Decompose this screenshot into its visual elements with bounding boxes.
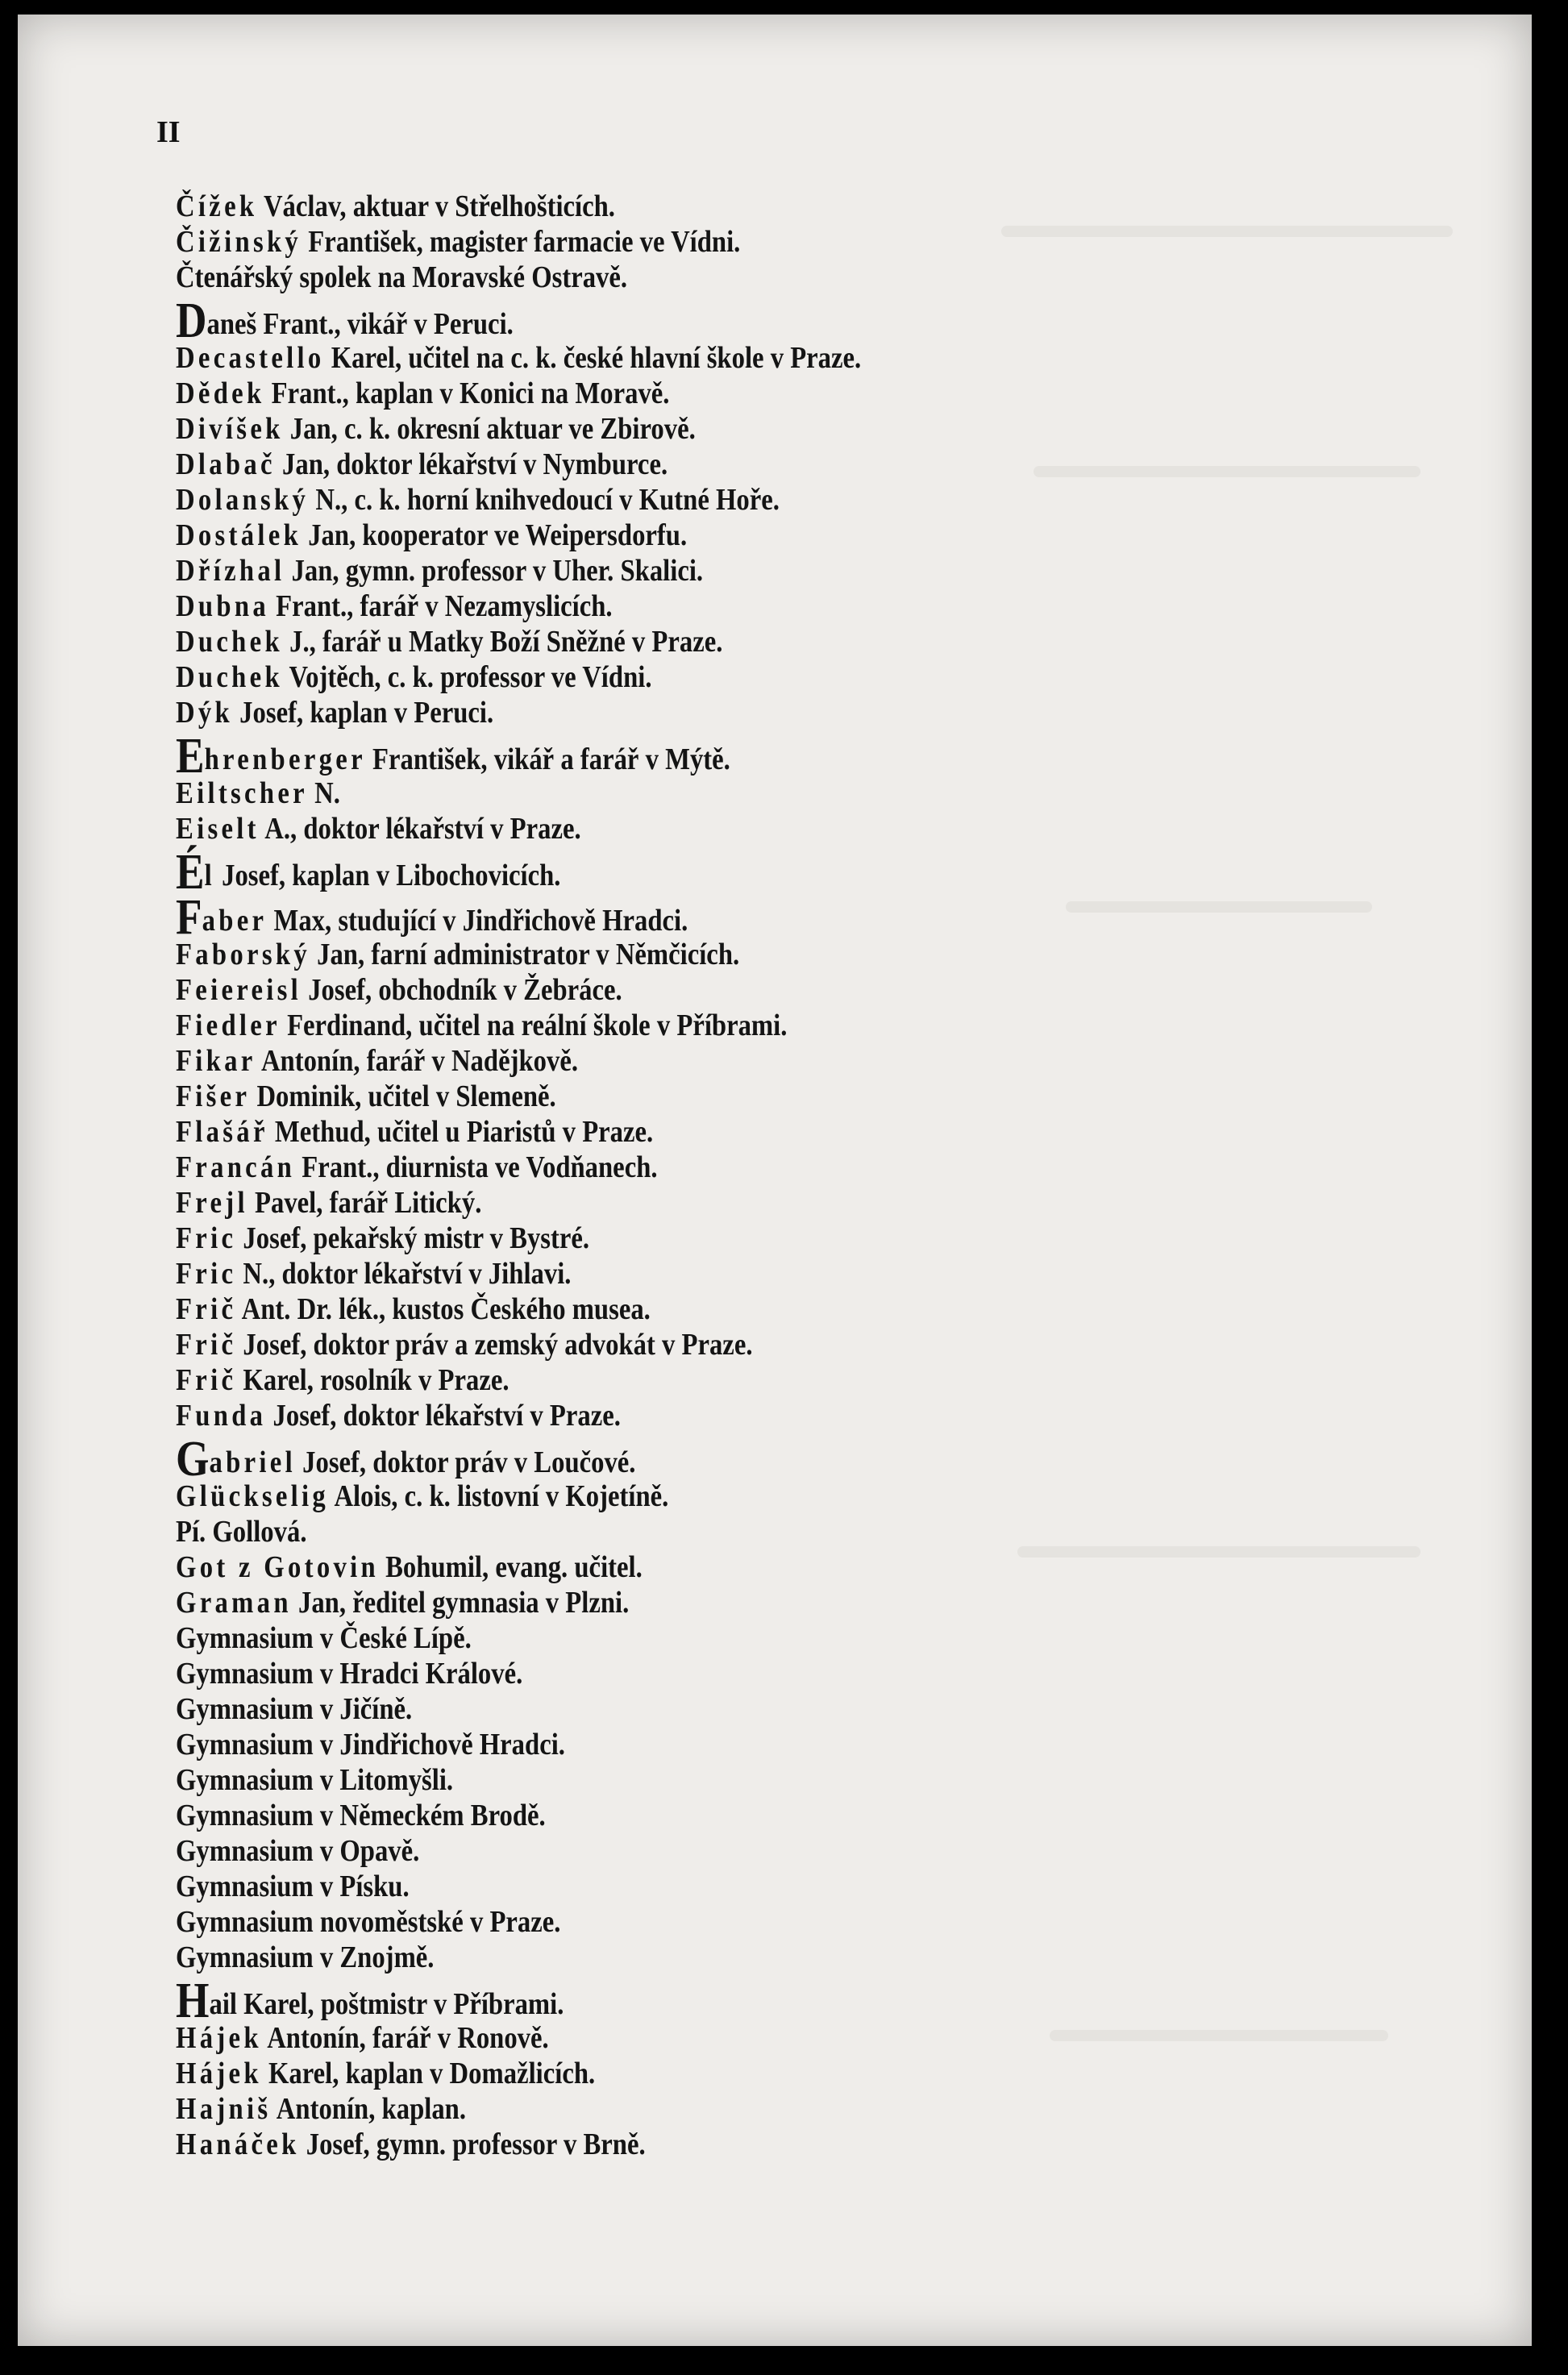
entry-surname: Hájek (176, 2057, 262, 2090)
list-entry (176, 1549, 1216, 1585)
entry-details: Josef, doktor práv a zemský advokát v Praze. (236, 1328, 753, 1362)
entry-surname: Eiltscher (176, 776, 308, 810)
entry-details: N., doktor lékařství v Jihlavi. (236, 1257, 572, 1291)
list-entry (176, 1691, 1216, 1727)
list-entry (176, 1291, 1216, 1327)
initial-letter: É (176, 845, 205, 900)
list-entry (176, 1479, 1216, 1514)
entry-details: Josef, kaplan v Peruci. (233, 696, 494, 730)
entry-details: Josef, kaplan v Libochovicích. (214, 859, 561, 892)
entry-details: Antonín, farář v Ronově. (261, 2021, 549, 2055)
list-entry (176, 1974, 1216, 2028)
entry-details: Gymnasium v Písku. (176, 1870, 410, 1903)
entry-details: Pí. Gollová. (176, 1515, 307, 1549)
entry-surname: Frič (176, 1292, 237, 1326)
entry-details: Gymnasium v Znojmě. (176, 1940, 435, 1974)
list-entry (176, 1150, 1216, 1185)
list-entry (176, 1043, 1216, 1079)
entry-surname: l (204, 859, 215, 892)
entry-details: ail Karel, poštmistr v Příbrami. (209, 1987, 564, 2021)
initial-letter: H (176, 1974, 210, 2028)
list-entry (176, 2020, 1216, 2056)
list-entry (176, 553, 1216, 589)
entry-details: Karel, rosolník v Praze. (236, 1363, 509, 1397)
entry-details: A., doktor lékařství v Praze. (259, 812, 581, 846)
entry-surname: Flašář (176, 1115, 268, 1149)
list-entry (176, 340, 1216, 376)
entry-surname: Fric (176, 1257, 237, 1291)
entry-details: Václav, aktuar v Střelhošticích. (257, 189, 615, 223)
list-entry (176, 2127, 1216, 2162)
list-entry (176, 482, 1216, 518)
entry-details: Alois, c. k. listovní v Kojetíně. (329, 1479, 669, 1513)
list-entry (176, 1727, 1216, 1762)
entry-surname: Decastello (176, 341, 325, 375)
entry-details: Jan, kooperator ve Weipersdorfu. (302, 518, 688, 552)
initial-letter: D (176, 293, 207, 348)
list-entry (176, 1514, 1216, 1549)
entry-details: Jan, ředitel gymnasia v Plzni. (291, 1586, 630, 1620)
entry-details: Pavel, farář Litický. (247, 1186, 482, 1220)
entry-details: N., c. k. horní knihvedoucí v Kutné Hoře. (309, 483, 780, 517)
list-entry (176, 1798, 1216, 1833)
entry-surname: Divíšek (176, 412, 284, 446)
list-entry (176, 624, 1216, 659)
entry-details: Jan, farní administrator v Němčicích. (310, 938, 740, 971)
list-entry (176, 1362, 1216, 1398)
entry-details: Gymnasium v Opavě. (176, 1834, 420, 1868)
entry-surname: Dubna (176, 589, 269, 623)
list-entry (176, 890, 1216, 945)
entry-details: Bohumil, evang. učitel. (378, 1550, 643, 1584)
entry-details: Ant. Dr. lék., kustos Českého musea. (236, 1292, 651, 1326)
entry-surname: Čížek (176, 189, 258, 223)
entry-surname: hrenberger (204, 742, 366, 776)
list-entry (176, 1432, 1216, 1487)
initial-letter: G (176, 1432, 210, 1487)
entry-surname: Fiedler (176, 1009, 281, 1042)
entry-details: J., farář u Matky Boží Sněžné v Praze. (282, 625, 723, 659)
list-entry (176, 589, 1216, 624)
entry-details: Josef, doktor práv v Loučové. (295, 1445, 636, 1479)
entry-details: Gymnasium v Jičíně. (176, 1692, 413, 1726)
entry-surname: Fišer (176, 1079, 251, 1113)
entry-surname: Duchek (176, 625, 283, 659)
entry-details: Jan, c. k. okresní aktuar ve Zbirově. (283, 412, 696, 446)
list-entry (176, 2056, 1216, 2091)
entry-surname: Graman (176, 1586, 292, 1620)
entry-surname: Glückselig (176, 1479, 330, 1513)
list-entry (176, 1585, 1216, 1620)
subscriber-list (176, 189, 1385, 2162)
entry-details: František, magister farmacie ve Vídni. (302, 225, 741, 259)
entry-details: Karel, kaplan v Domažlicích. (261, 2057, 596, 2090)
list-entry (176, 1398, 1216, 1433)
list-entry (176, 189, 1216, 224)
list-entry (176, 776, 1216, 811)
entry-surname: aber (202, 904, 268, 938)
list-entry (176, 1114, 1216, 1150)
entry-details: Čtenářský spolek na Moravské Ostravě. (176, 260, 628, 294)
list-entry (176, 1656, 1216, 1691)
list-entry (176, 224, 1216, 260)
entry-surname: Eiselt (176, 812, 260, 846)
list-entry (176, 1620, 1216, 1656)
list-entry (176, 972, 1216, 1008)
initial-letter: F (176, 890, 202, 945)
entry-details: Josef, doktor lékařství v Praze. (266, 1399, 621, 1433)
entry-details: aneš Frant., vikář v Peruci. (206, 307, 514, 341)
entry-surname: Dlabač (176, 447, 276, 481)
entry-surname: Hajniš (176, 2092, 272, 2126)
list-entry (176, 376, 1216, 411)
entry-details: Vojtěch, c. k. professor ve Vídni. (282, 660, 652, 694)
list-entry (176, 1904, 1216, 1940)
entry-details: Jan, doktor lékařství v Nymburce. (275, 447, 668, 481)
entry-surname: Dřízhal (176, 554, 285, 588)
entry-details: Dominik, učitel v Slemeně. (250, 1079, 556, 1113)
list-entry (176, 1185, 1216, 1221)
entry-details: N. (307, 776, 340, 810)
entry-details: Gymnasium v České Lípě. (176, 1621, 472, 1655)
entry-details: Ferdinand, učitel na reální škole v Příbrami. (280, 1009, 788, 1042)
entry-details: Antonín, farář v Nadějkově. (256, 1044, 579, 1078)
list-entry (176, 293, 1216, 348)
entry-details: Frant., farář v Nezamyslicích. (268, 589, 613, 623)
entry-surname: Dýk (176, 696, 234, 730)
list-entry (176, 1762, 1216, 1798)
entry-details: Max, studující v Jindřichově Hradci. (267, 904, 688, 938)
list-entry (176, 260, 1216, 295)
entry-details: Josef, obchodník v Žebráce. (302, 973, 622, 1007)
entry-details: Frant., diurnista ve Vodňanech. (295, 1150, 658, 1184)
list-entry (176, 447, 1216, 482)
list-entry (176, 1256, 1216, 1291)
entry-surname: Feiereisl (176, 973, 302, 1007)
list-entry (176, 518, 1216, 553)
entry-surname: Faborský (176, 938, 310, 971)
entry-details: Frant., kaplan v Konici na Moravě. (264, 376, 670, 410)
entry-details: Josef, gymn. professor v Brně. (299, 2128, 646, 2161)
entry-surname: Francán (176, 1150, 296, 1184)
entry-details: Gymnasium v Jindřichově Hradci. (176, 1728, 565, 1761)
entry-details: Antonín, kaplan. (271, 2092, 467, 2126)
entry-surname: Dostálek (176, 518, 302, 552)
entry-details: Karel, učitel na c. k. české hlavní škole v Praze. (324, 341, 862, 375)
entry-surname: Dolanský (176, 483, 310, 517)
entry-details: Josef, pekařský mistr v Bystré. (236, 1221, 590, 1255)
entry-details: Methud, učitel u Piaristů v Praze. (268, 1115, 654, 1149)
list-entry (176, 411, 1216, 447)
page-number: II (156, 115, 181, 149)
entry-surname: Hanáček (176, 2128, 300, 2161)
entry-surname: Frejl (176, 1186, 248, 1220)
list-entry (176, 729, 1216, 784)
list-entry (176, 811, 1216, 846)
entry-surname: Fikar (176, 1044, 256, 1078)
entry-surname: Got z Gotovin (176, 1550, 379, 1584)
document-page (18, 15, 1532, 2346)
list-entry (176, 1327, 1216, 1362)
list-entry (176, 1940, 1216, 1975)
initial-letter: E (176, 729, 205, 784)
list-entry (176, 1869, 1216, 1904)
entry-surname: Duchek (176, 660, 283, 694)
entry-details: František, vikář a farář v Mýtě. (365, 742, 730, 776)
list-entry (176, 2091, 1216, 2127)
entry-details: Gymnasium novoměstské v Praze. (176, 1905, 561, 1939)
entry-surname: Funda (176, 1399, 267, 1433)
entry-details: Gymnasium v Litomyšli. (176, 1763, 454, 1797)
list-entry (176, 1079, 1216, 1114)
list-entry (176, 1833, 1216, 1869)
list-entry (176, 659, 1216, 695)
list-entry (176, 1221, 1216, 1256)
list-entry (176, 695, 1216, 730)
entry-surname: abriel (209, 1445, 296, 1479)
entry-details: Gymnasium v Hradci Králové. (176, 1657, 523, 1691)
list-entry (176, 937, 1216, 972)
list-entry (176, 845, 1216, 900)
list-entry (176, 1008, 1216, 1043)
entry-surname: Dědek (176, 376, 265, 410)
entry-details: Gymnasium v Německém Brodě. (176, 1799, 546, 1832)
entry-surname: Frič (176, 1328, 237, 1362)
entry-surname: Frič (176, 1363, 237, 1397)
entry-surname: Hájek (176, 2021, 262, 2055)
entry-details: Jan, gymn. professor v Uher. Skalici. (285, 554, 704, 588)
entry-surname: Čižinský (176, 225, 302, 259)
entry-surname: Fric (176, 1221, 237, 1255)
